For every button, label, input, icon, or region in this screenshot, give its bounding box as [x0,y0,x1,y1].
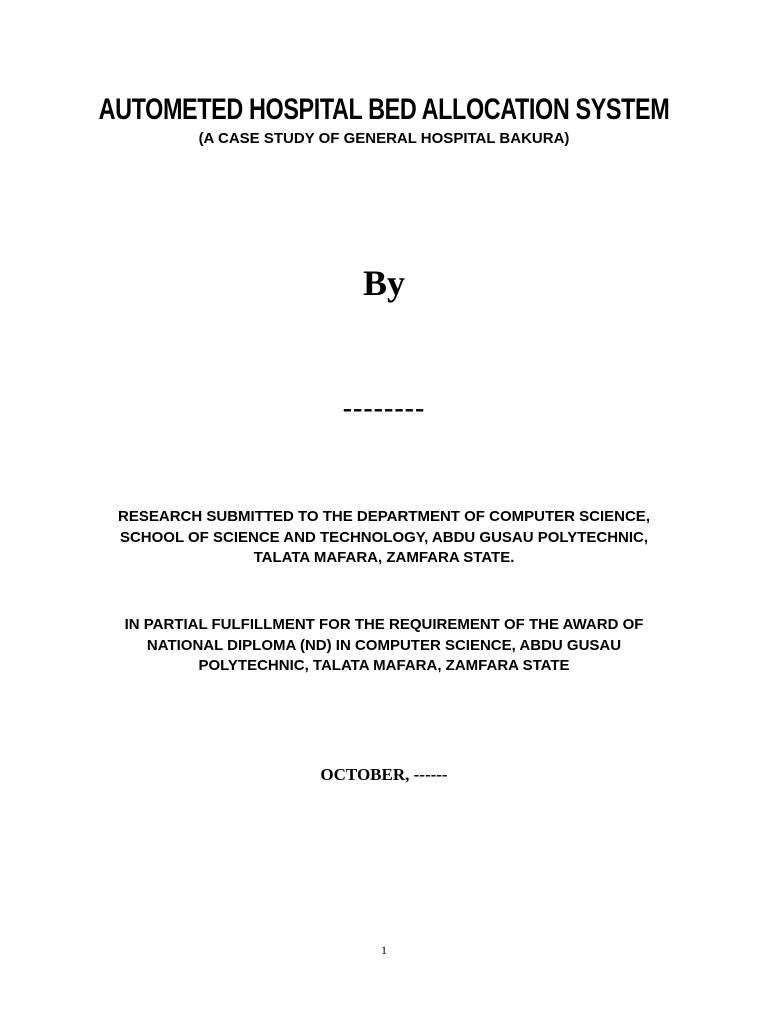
fulfillment-line: IN PARTIAL FULFILLMENT FOR THE REQUIREMENT OF THE AWARD OF [124,616,644,633]
submission-line: TALATA MAFARA, ZAMFARA STATE. [253,549,515,566]
submission-date: OCTOBER, ------ [320,765,448,784]
submission-statement [100,507,668,569]
fulfillment-line: POLYTECHNIC, TALATA MAFARA, ZAMFARA STATE [198,657,570,674]
author-name: -------- [342,393,426,424]
fulfillment-statement [100,615,668,677]
document-subtitle: (A CASE STUDY OF GENERAL HOSPITAL BAKURA) [198,130,570,147]
document-title: AUTOMETED HOSPITAL BED ALLOCATION SYSTEM [98,93,670,126]
submission-line: RESEARCH SUBMITTED TO THE DEPARTMENT OF COMPUTER SCIENCE, [118,508,650,525]
page-number: 1 [381,943,387,957]
by-label: By [362,263,405,303]
fulfillment-line: NATIONAL DIPLOMA (ND) IN COMPUTER SCIENCE, ABDU GUSAU [146,636,622,654]
submission-line: SCHOOL OF SCIENCE AND TECHNOLOGY, ABDU GUSAU POLYTECHNIC, [119,528,649,546]
